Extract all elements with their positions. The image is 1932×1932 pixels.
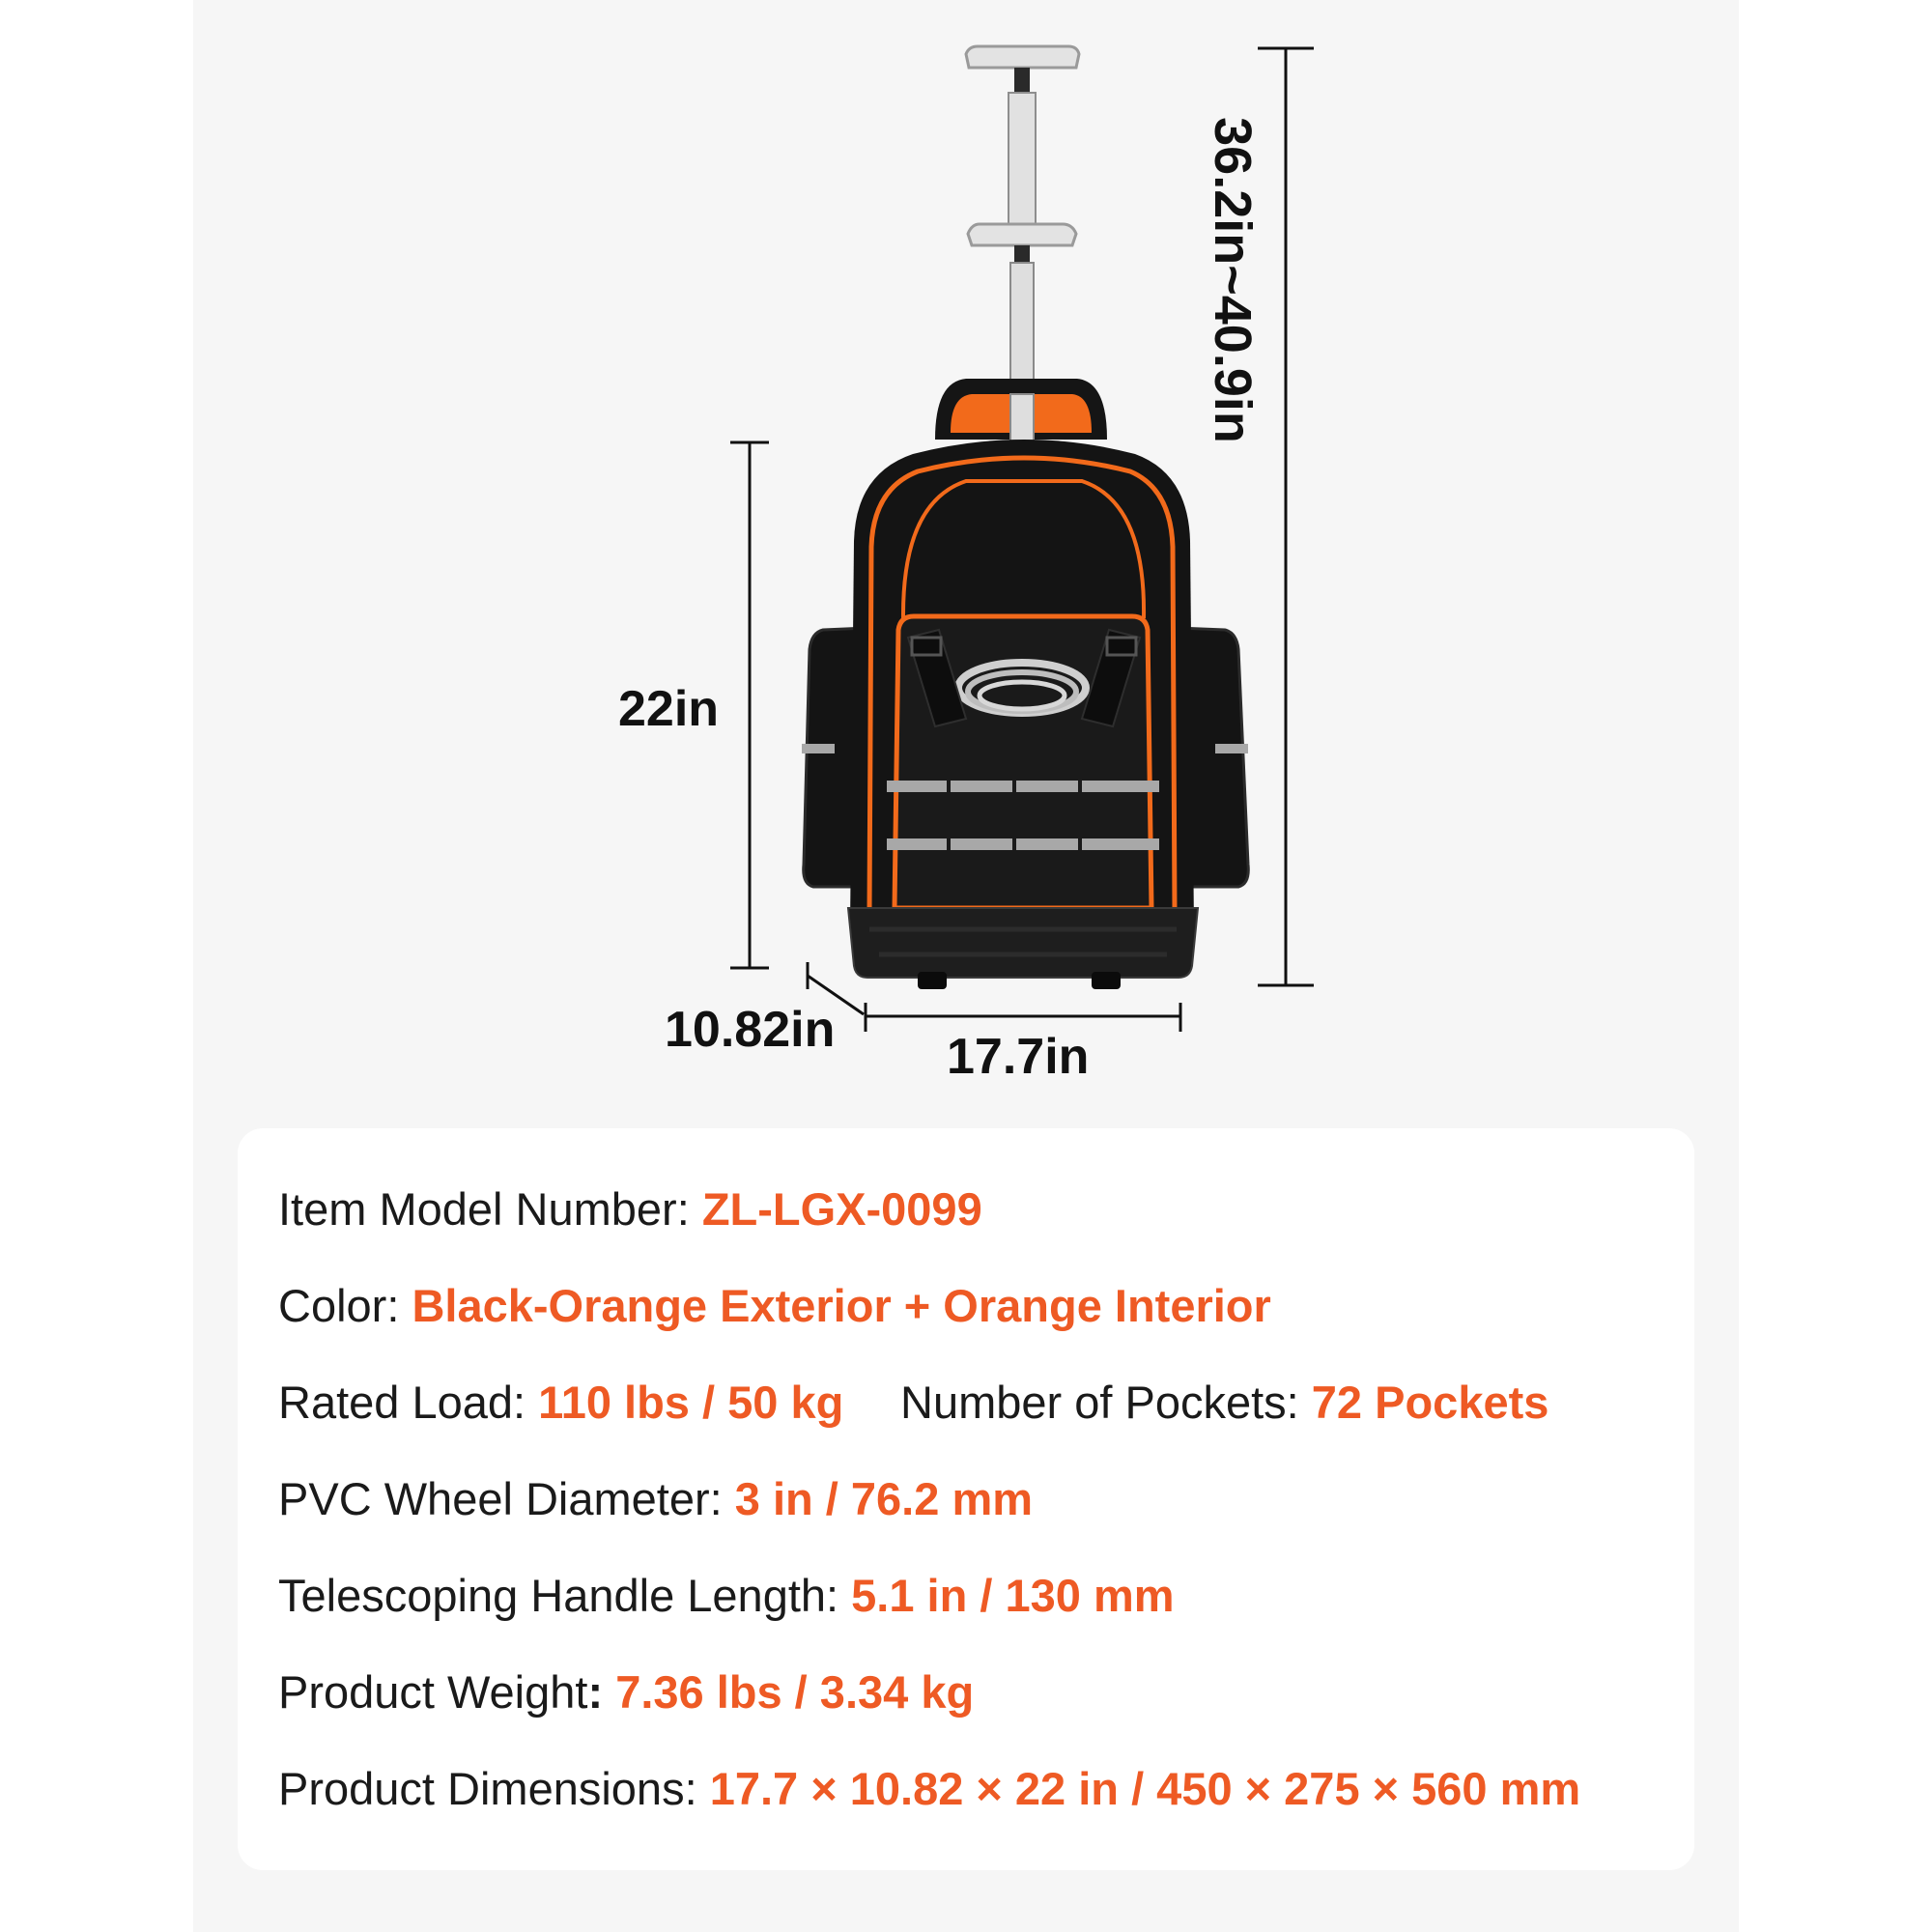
left-wheel [918, 972, 947, 989]
specifications-card [238, 1128, 1694, 1870]
spec-pockets [900, 1377, 1549, 1428]
spec-label: Color: [278, 1280, 412, 1331]
spec-separator: : [587, 1666, 616, 1718]
spec-value: 3 in / 76.2 mm [734, 1473, 1034, 1524]
spec-value: ZL-LGX-0099 [701, 1183, 982, 1235]
spec-color [278, 1280, 1271, 1331]
total-height-label: 36.2in~40.9in [1204, 117, 1262, 443]
spec-value: Black-Orange Exterior + Orange Interior [412, 1280, 1271, 1331]
spec-dimensions [278, 1763, 1581, 1814]
spec-value: 17.7 × 10.82 × 22 in / 450 × 275 × 560 mm [709, 1763, 1581, 1814]
spec-handle-length [278, 1570, 1175, 1621]
spec-label: Rated Load: [278, 1377, 539, 1428]
spec-label: Product Dimensions: [278, 1763, 710, 1814]
spec-weight [278, 1666, 975, 1718]
height-dimension-label: 22in [618, 681, 720, 737]
spec-wheel-diameter [278, 1473, 1034, 1524]
spec-value: 5.1 in / 130 mm [851, 1570, 1175, 1621]
depth-dimension-label: 10.82in [665, 1002, 836, 1058]
spec-label: Telescoping Handle Length: [278, 1570, 852, 1621]
spec-value: 72 Pockets [1311, 1377, 1549, 1428]
spec-label: PVC Wheel Diameter: [278, 1473, 735, 1524]
spec-rated-load [278, 1377, 844, 1428]
spec-label: Product Weight [278, 1666, 588, 1718]
spec-value: 110 lbs / 50 kg [538, 1377, 844, 1428]
spec-label: Number of Pockets: [900, 1377, 1312, 1428]
width-dimension-label: 17.7in [947, 1029, 1090, 1085]
spec-value: 7.36 lbs / 3.34 kg [615, 1666, 975, 1718]
spec-model [278, 1183, 982, 1235]
right-wheel [1092, 972, 1121, 989]
hard-plastic-base [848, 908, 1198, 978]
spec-label: Item Model Number: [278, 1183, 702, 1235]
